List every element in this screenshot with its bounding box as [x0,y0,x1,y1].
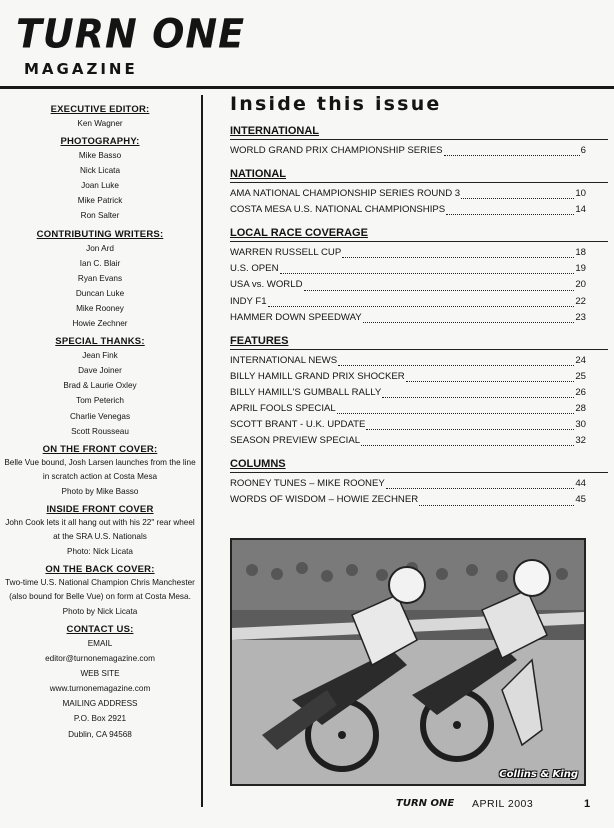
sidebar-section [2,563,198,619]
entry-title: WORLD GRAND PRIX CHAMPIONSHIP SERIES [230,145,443,156]
leader-dots [268,295,575,307]
section-heading: FEATURES [230,334,608,350]
leader-dots [366,418,574,430]
masthead [16,10,606,78]
leader-dots [406,370,575,382]
leader-dots [361,434,574,446]
leader-dots [280,262,575,274]
leader-dots [342,246,574,258]
leader-dots [419,494,574,506]
entry-title: AMA NATIONAL CHAMPIONSHIP SERIES ROUND 3 [230,188,461,200]
sidebar-line: Two-time U.S. National Champion Chris Manchester (also bound for Belle Vue) on form at Costa Mesa. [5,577,195,601]
sidebar-line: Ken Wagner [77,119,123,128]
leader-dots [304,279,575,291]
magazine-title: TURN ONE [16,10,246,58]
contents-entry [230,476,586,492]
sidebar-line: Charlie Venegas [69,411,131,421]
contents-entry [230,369,586,385]
leader-dots [446,203,574,215]
sidebar-line: Mike Patrick [77,196,123,206]
contents-entry [230,277,586,293]
entry-page-number: 19 [575,263,586,275]
entry-title: SEASON PREVIEW SPECIAL [230,435,361,447]
sidebar-line: Jon Ard [86,243,114,253]
section-heading: NATIONAL [230,167,608,183]
sidebar-line: MAILING ADDRESS [62,699,138,709]
sidebar-section [2,623,198,742]
sidebar-line: Jean Fink [82,351,118,361]
sidebar-section [2,335,198,439]
sidebar-heading: INSIDE FRONT COVER [46,503,154,515]
sidebar-line: P.O. Box 2921 [73,714,127,724]
contents-entry [230,186,586,202]
sidebar-line: EMAIL [87,638,113,648]
entry-title: COSTA MESA U.S. NATIONAL CHAMPIONSHIPS [230,204,446,216]
contents-section [230,457,608,508]
entry-page-number: 24 [575,354,586,366]
entry-page-number: 22 [575,295,586,307]
section-heading: INTERNATIONAL [230,124,608,140]
entry-title: APRIL FOOLS SPECIAL [230,403,336,415]
sidebar-line: Nick Licata [79,166,121,176]
sidebar-line: Joan Luke [81,181,119,191]
footer-brand: TURN ONE [396,798,455,809]
entry-page-number: 23 [575,311,586,323]
contents-entry [230,492,586,508]
entry-page-number: 28 [575,403,586,415]
contents-title: Inside this issue [230,93,442,115]
section-heading: COLUMNS [230,457,608,473]
contents-list [230,124,608,509]
contents-entry [230,202,586,218]
contents-section [230,167,608,218]
footer-date: APRIL 2003 [472,798,534,810]
contents-entry [230,245,586,261]
magazine-subtitle: MAGAZINE [24,60,138,78]
sidebar-heading: ON THE FRONT COVER: [42,443,158,455]
entry-title: INDY F1 [230,295,267,307]
entry-title: BILLY HAMILL GRAND PRIX SHOCKER [230,370,405,382]
column-divider [201,95,203,807]
sidebar-section [2,503,198,559]
sidebar-section [2,103,198,131]
sidebar-heading: SPECIAL THANKS: [55,336,145,348]
sidebar-line: Photo by Mike Basso [61,486,139,496]
contents-section [230,226,608,325]
sidebar-heading: ON THE BACK COVER: [45,563,155,575]
sidebar-line: Ryan Evans [77,273,123,283]
entry-title: ROONEY TUNES – MIKE ROONEY [230,478,385,490]
section-heading: LOCAL RACE COVERAGE [230,226,608,242]
contents-section [230,124,608,159]
entry-page-number: 18 [575,247,586,259]
sidebar-heading: CONTRIBUTING WRITERS: [36,228,164,240]
contents-entry [230,385,586,401]
sidebar-line: John Cook lets it all hang out with his 22" rear wheel at the SRA U.S. Nationals [5,517,195,541]
sidebar-line: Photo: Nick Licata [67,546,133,556]
leader-dots [338,354,574,366]
entry-title: SCOTT BRANT - U.K. UPDATE [230,419,366,431]
sidebar-line: Belle Vue bound, Josh Larsen launches from the line in scratch action at Costa Mesa [4,457,196,481]
leader-dots [337,402,575,414]
entry-title: WARREN RUSSELL CUP [230,247,342,259]
entry-page-number: 14 [575,204,586,216]
page-footer [0,798,614,818]
table-of-contents [230,92,608,509]
entry-title: U.S. OPEN [230,263,279,275]
entry-title: BILLY HAMILL'S GUMBALL RALLY [230,386,382,398]
cover-photo [230,538,586,786]
leader-dots [444,144,580,156]
leader-dots [386,477,575,489]
sidebar-line: Mike Rooney [76,303,124,313]
entry-title: HAMMER DOWN SPEEDWAY [230,311,362,323]
contents-entry [230,401,586,417]
entry-page-number: 26 [575,386,586,398]
leader-dots [363,311,575,323]
entry-page-number: 6 [580,145,586,156]
sidebar-line: Mike Basso [78,151,122,161]
contents-entry [230,261,586,277]
sidebar-section [2,135,198,223]
entry-page-number: 45 [575,494,586,506]
speedway-riders-illustration [232,540,584,784]
sidebar-section [2,228,198,332]
contents-entry [230,294,586,310]
sidebar-line: Howie Zechner [72,319,128,329]
leader-dots [382,386,574,398]
entry-page-number: 20 [575,279,586,291]
sidebar-section [2,443,198,499]
sidebar-line: Brad & Laurie Oxley [63,381,137,391]
sidebar-line: Ian C. Blair [79,258,121,268]
entry-title: INTERNATIONAL NEWS [230,354,338,366]
entry-page-number: 44 [575,478,586,490]
sidebar-line: www.turnonemagazine.com [49,684,151,694]
sidebar-line: WEB SITE [80,669,120,679]
entry-page-number: 32 [575,435,586,447]
sidebar-line: Dublin, CA 94568 [68,729,132,739]
contents-entry [230,143,586,159]
leader-dots [461,187,574,199]
contents-entry [230,310,586,326]
masthead-divider [0,86,614,89]
sidebar-line: Duncan Luke [75,288,125,298]
sidebar-line: Tom Peterich [76,396,124,406]
sidebar-line: Ron Salter [80,211,120,221]
entry-page-number: 25 [575,370,586,382]
contents-section [230,334,608,450]
entry-title: WORDS OF WISDOM – HOWIE ZECHNER [230,494,419,506]
contents-entry [230,353,586,369]
sidebar-line: Dave Joiner [78,366,122,376]
staff-sidebar [2,100,198,746]
photo-credit: Collins & King [499,769,578,780]
sidebar-heading: EXECUTIVE EDITOR: [50,104,150,115]
entry-page-number: 10 [575,188,586,200]
contents-entry [230,433,586,449]
contents-entry [230,417,586,433]
sidebar-line: editor@turnonemagazine.com [45,654,155,664]
entry-title: USA vs. WORLD [230,279,303,291]
sidebar-line: Photo by Nick Licata [62,606,138,616]
sidebar-line: Scott Rousseau [71,426,129,436]
sidebar-heading: PHOTOGRAPHY: [60,136,140,148]
sidebar-heading: CONTACT US: [66,623,134,635]
page-number: 1 [584,798,591,810]
entry-page-number: 30 [575,419,586,431]
